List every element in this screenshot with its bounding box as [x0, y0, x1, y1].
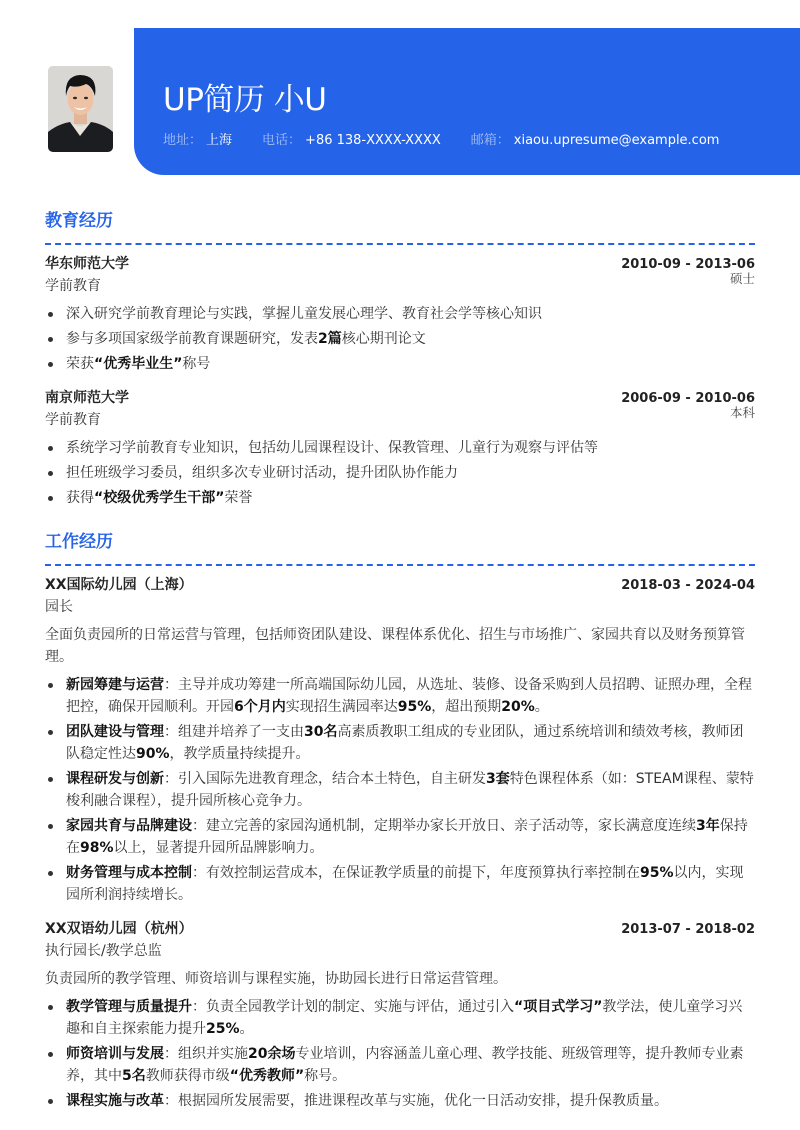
- education-entry: [45, 253, 755, 375]
- contact-phone: 电话： +86 138-XXXX-XXXX: [262, 133, 441, 148]
- school-name: 华东师范大学: [45, 256, 129, 272]
- resume-content: [45, 208, 755, 1130]
- date-range: 2010-09 - 2013-06: [621, 257, 755, 272]
- education-section: [45, 208, 755, 509]
- profile-photo: [48, 66, 113, 152]
- work-entry: [45, 574, 755, 906]
- section-divider: [45, 564, 755, 566]
- bullet-list: [45, 674, 755, 906]
- section-divider: [45, 243, 755, 245]
- section-title-education: 教育经历: [45, 211, 113, 231]
- list-item: 教学管理与质量提升：负责全园教学计划的制定、实施与评估，通过引入“项目式学习”教学法，使儿童学习兴趣和自主探索能力提升25%。: [45, 996, 755, 1040]
- degree: 本科: [729, 405, 755, 420]
- bullet-list: [45, 303, 755, 375]
- list-item: 新园筹建与运营：主导并成功筹建一所高端国际幼儿园，从选址、装修、设备采购到人员招聘、证照办理，全程把控，确保开园顺利。开园6个月内实现招生满园率达95%，超出预期20%。: [45, 674, 755, 718]
- list-item: 参与多项国家级学前教育课题研究，发表2篇核心期刊论文: [45, 328, 755, 350]
- list-item: 荣获“优秀毕业生”称号: [45, 353, 755, 375]
- company-name: XX双语幼儿园（杭州）: [45, 921, 193, 937]
- school-name: 南京师范大学: [45, 390, 129, 406]
- list-item: 课程研发与创新：引入国际先进教育理念，结合本土特色，自主研发3套特色课程体系（如：STEAM课程、蒙特梭利融合课程），提升园所核心竞争力。: [45, 768, 755, 812]
- list-item: 财务管理与成本控制：有效控制运营成本，在保证教学质量的前提下，年度预算执行率控制在95%以内，实现园所利润持续增长。: [45, 862, 755, 906]
- job-title: 园长: [45, 599, 73, 615]
- list-item: 课程实施与改革：根据园所发展需要，推进课程改革与实施，优化一日活动安排，提升保教质量。: [45, 1090, 755, 1112]
- job-title: 执行园长/教学总监: [45, 943, 162, 959]
- list-item: 系统学习学前教育专业知识，包括幼儿园课程设计、保教管理、儿童行为观察与评估等: [45, 437, 755, 459]
- contact-address: 地址： 上海: [163, 133, 233, 148]
- candidate-name: UP简历 小U: [163, 82, 327, 118]
- list-item: 团队建设与管理：组建并培养了一支由30名高素质教职工组成的专业团队，通过系统培训和绩效考核，教师团队稳定性达90%，教学质量持续提升。: [45, 721, 755, 765]
- bullet-list: [45, 437, 755, 509]
- major: 学前教育: [45, 412, 101, 428]
- job-summary: 全面负责园所的日常运营与管理，包括师资团队建设、课程体系优化、招生与市场推广、家园共育以及财务预算管理。: [45, 627, 745, 665]
- date-range: 2006-09 - 2010-06: [621, 391, 755, 406]
- list-item: 获得“校级优秀学生干部”荣誉: [45, 487, 755, 509]
- date-range: 2013-07 - 2018-02: [621, 922, 755, 937]
- degree: 硕士: [729, 271, 755, 286]
- education-entry: [45, 387, 755, 509]
- date-range: 2018-03 - 2024-04: [621, 578, 755, 593]
- major: 学前教育: [45, 278, 101, 294]
- company-name: XX国际幼儿园（上海）: [45, 577, 193, 593]
- work-entry: [45, 918, 755, 1112]
- work-section: [45, 529, 755, 1112]
- avatar-icon: [48, 66, 113, 152]
- bullet-list: [45, 996, 755, 1112]
- list-item: 深入研究学前教育理论与实践，掌握儿童发展心理学、教育社会学等核心知识: [45, 303, 755, 325]
- list-item: 担任班级学习委员，组织多次专业研讨活动，提升团队协作能力: [45, 462, 755, 484]
- job-summary: 负责园所的教学管理、师资培训与课程实施，协助园长进行日常运营管理。: [45, 971, 507, 987]
- section-title-work: 工作经历: [45, 532, 113, 552]
- contact-email[interactable]: 邮箱： xiaou.upresume@example.com: [470, 133, 720, 148]
- list-item: 师资培训与发展：组织并实施20余场专业培训，内容涵盖儿童心理、教学技能、班级管理等，提升教师专业素养，其中5名教师获得市级“优秀教师”称号。: [45, 1043, 755, 1087]
- list-item: 家园共育与品牌建设：建立完善的家园沟通机制，定期举办家长开放日、亲子活动等，家长满意度连续3年保持在98%以上，显著提升园所品牌影响力。: [45, 815, 755, 859]
- contact-info: [163, 129, 749, 148]
